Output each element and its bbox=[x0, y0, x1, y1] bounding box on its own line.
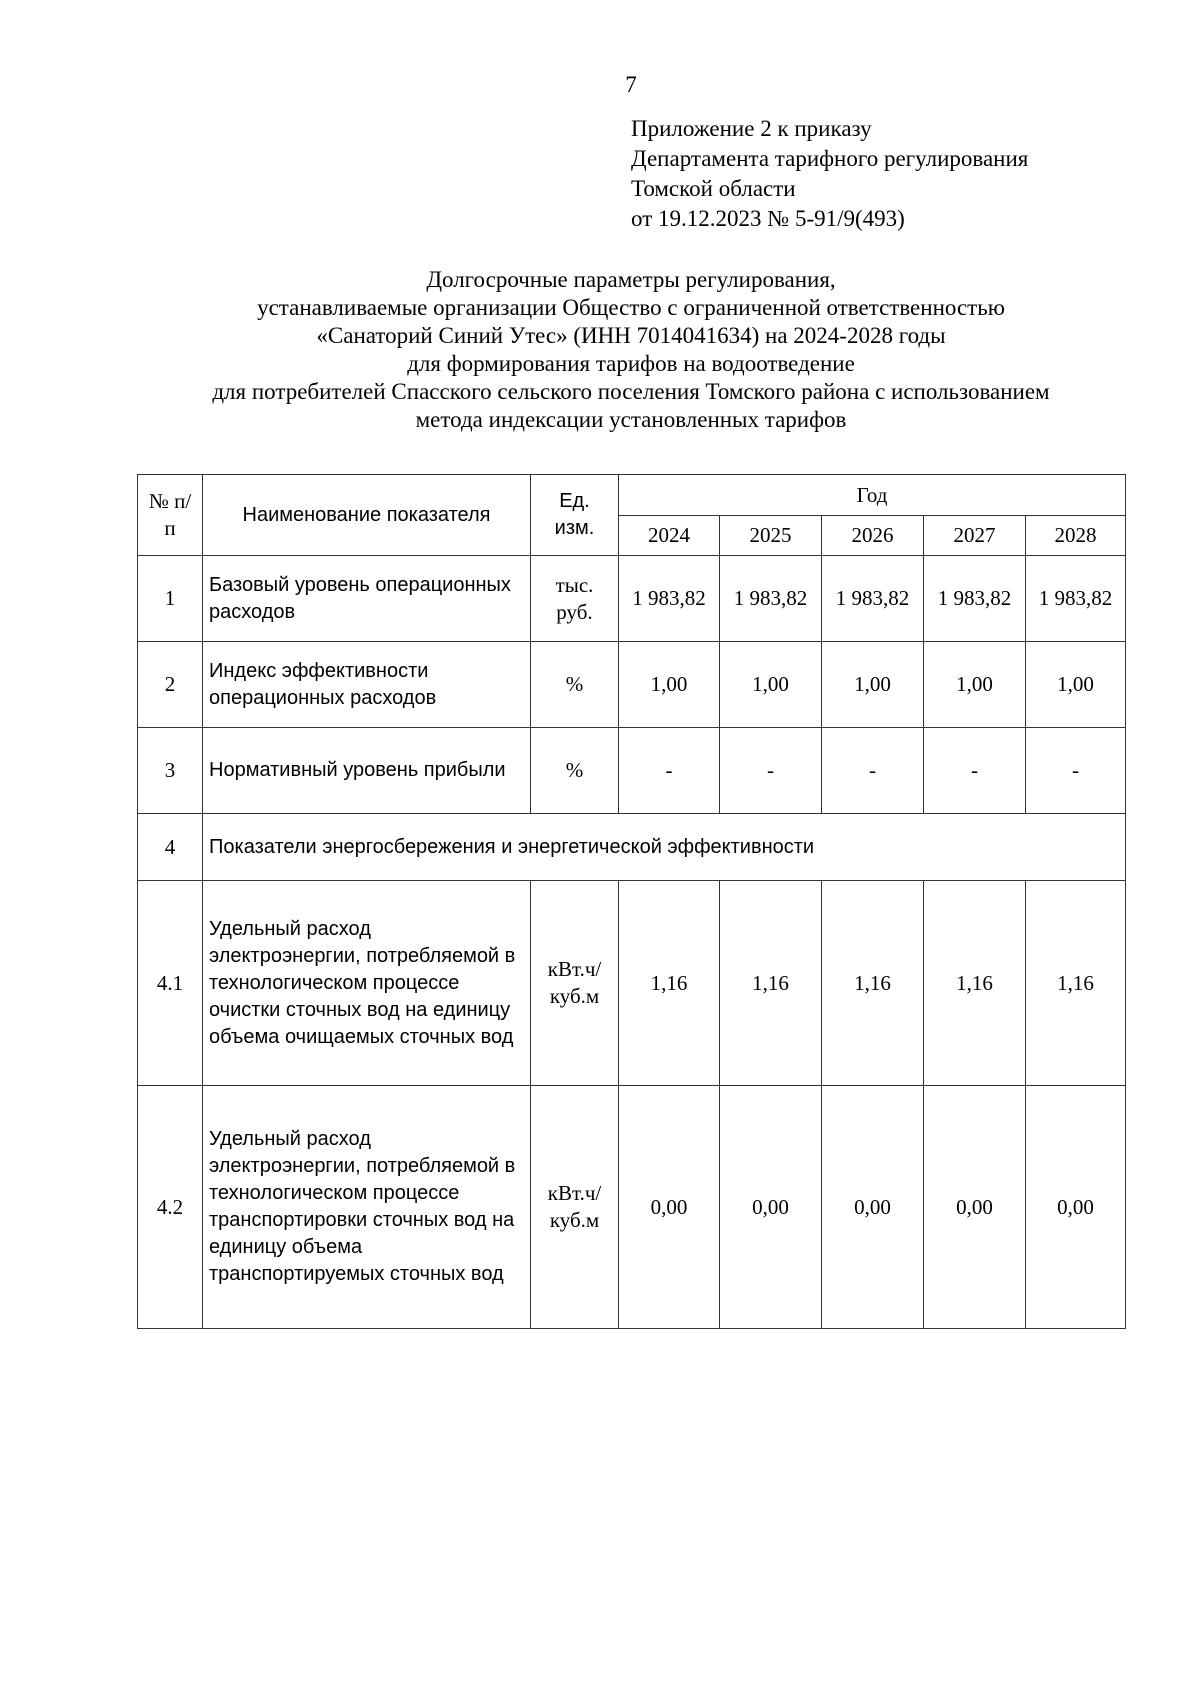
title-line: «Санаторий Синий Утес» (ИНН 7014041634) на 2024-2028 годы bbox=[316, 323, 946, 348]
appendix-line: Томской области bbox=[631, 176, 796, 201]
row-value: 0,00 bbox=[822, 1086, 924, 1329]
row-value: 1,00 bbox=[720, 642, 822, 728]
row-value: - bbox=[619, 728, 720, 814]
appendix-line: Приложение 2 к приказу bbox=[631, 116, 872, 141]
row-name: Базовый уровень операционных расходов bbox=[203, 556, 531, 642]
row-value: 1 983,82 bbox=[822, 556, 924, 642]
row-value: 1,00 bbox=[822, 642, 924, 728]
row-value: 1 983,82 bbox=[924, 556, 1026, 642]
appendix-line: Департамента тарифного регулирования bbox=[631, 146, 1029, 171]
title-line: устанавливаемые организации Общество с ограниченной ответственностью bbox=[257, 295, 1005, 320]
title-line: метода индексации установленных тарифов bbox=[415, 407, 847, 432]
table-row bbox=[138, 881, 1126, 1086]
row-value: 0,00 bbox=[619, 1086, 720, 1329]
parameters-table bbox=[137, 474, 1126, 1329]
row-value: 1,00 bbox=[619, 642, 720, 728]
page-number: 7 bbox=[625, 72, 637, 97]
table-row bbox=[138, 728, 1126, 814]
row-num: 4 bbox=[138, 814, 203, 881]
title-line: Долгосрочные параметры регулирования, bbox=[426, 267, 836, 292]
document-title bbox=[0, 266, 1200, 434]
title-line: для формирования тарифов на водоотведение bbox=[407, 351, 855, 376]
row-value: - bbox=[720, 728, 822, 814]
header-unit: Ед. изм. bbox=[531, 475, 619, 556]
appendix-line: от 19.12.2023 № 5-91/9(493) bbox=[631, 206, 905, 231]
header-year-group: Год bbox=[619, 475, 1126, 516]
row-unit: % bbox=[531, 728, 619, 814]
row-unit: % bbox=[531, 642, 619, 728]
header-year: 2027 bbox=[924, 516, 1026, 556]
row-value: 1,16 bbox=[822, 881, 924, 1086]
row-num: 4.1 bbox=[138, 881, 203, 1086]
header-year: 2024 bbox=[619, 516, 720, 556]
row-value: 1 983,82 bbox=[720, 556, 822, 642]
header-name: Наименование показателя bbox=[203, 475, 531, 556]
row-name: Нормативный уровень прибыли bbox=[203, 728, 531, 814]
row-unit: кВт.ч/ куб.м bbox=[531, 881, 619, 1086]
row-value: 0,00 bbox=[924, 1086, 1026, 1329]
row-value: 1,16 bbox=[720, 881, 822, 1086]
row-value: 1,00 bbox=[924, 642, 1026, 728]
row-unit: кВт.ч/ куб.м bbox=[531, 1086, 619, 1329]
row-value: 1,16 bbox=[619, 881, 720, 1086]
appendix-block bbox=[631, 114, 1028, 234]
row-value: 1 983,82 bbox=[1026, 556, 1126, 642]
row-num: 3 bbox=[138, 728, 203, 814]
row-value: 1,00 bbox=[1026, 642, 1126, 728]
row-num: 1 bbox=[138, 556, 203, 642]
table-header-row bbox=[138, 475, 1126, 516]
row-name: Удельный расход электроэнергии, потребляемой в технологическом процессе транспортировки сточных вод на единицу объема транспортируемых сточных вод bbox=[203, 1086, 531, 1329]
row-value: 0,00 bbox=[720, 1086, 822, 1329]
row-value: 1,16 bbox=[1026, 881, 1126, 1086]
header-year: 2026 bbox=[822, 516, 924, 556]
row-value: 1,16 bbox=[924, 881, 1026, 1086]
row-value: - bbox=[822, 728, 924, 814]
header-year: 2028 bbox=[1026, 516, 1126, 556]
header-year: 2025 bbox=[720, 516, 822, 556]
title-line: для потребителей Спасского сельского поселения Томского района с использованием bbox=[212, 379, 1050, 404]
row-unit: тыс. руб. bbox=[531, 556, 619, 642]
row-num: 2 bbox=[138, 642, 203, 728]
row-name: Удельный расход электроэнергии, потребляемой в технологическом процессе очистки сточных вод на единицу объема очищаемых сточных вод bbox=[203, 881, 531, 1086]
row-value: 1 983,82 bbox=[619, 556, 720, 642]
row-num: 4.2 bbox=[138, 1086, 203, 1329]
row-value: - bbox=[1026, 728, 1126, 814]
row-name: Индекс эффективности операционных расходов bbox=[203, 642, 531, 728]
table-row bbox=[138, 1086, 1126, 1329]
header-num: № п/п bbox=[138, 475, 203, 556]
row-value: 0,00 bbox=[1026, 1086, 1126, 1329]
row-name: Показатели энергосбережения и энергетической эффективности bbox=[203, 814, 1126, 881]
table-row-section bbox=[138, 814, 1126, 881]
table-row bbox=[138, 642, 1126, 728]
table-row bbox=[138, 556, 1126, 642]
row-value: - bbox=[924, 728, 1026, 814]
